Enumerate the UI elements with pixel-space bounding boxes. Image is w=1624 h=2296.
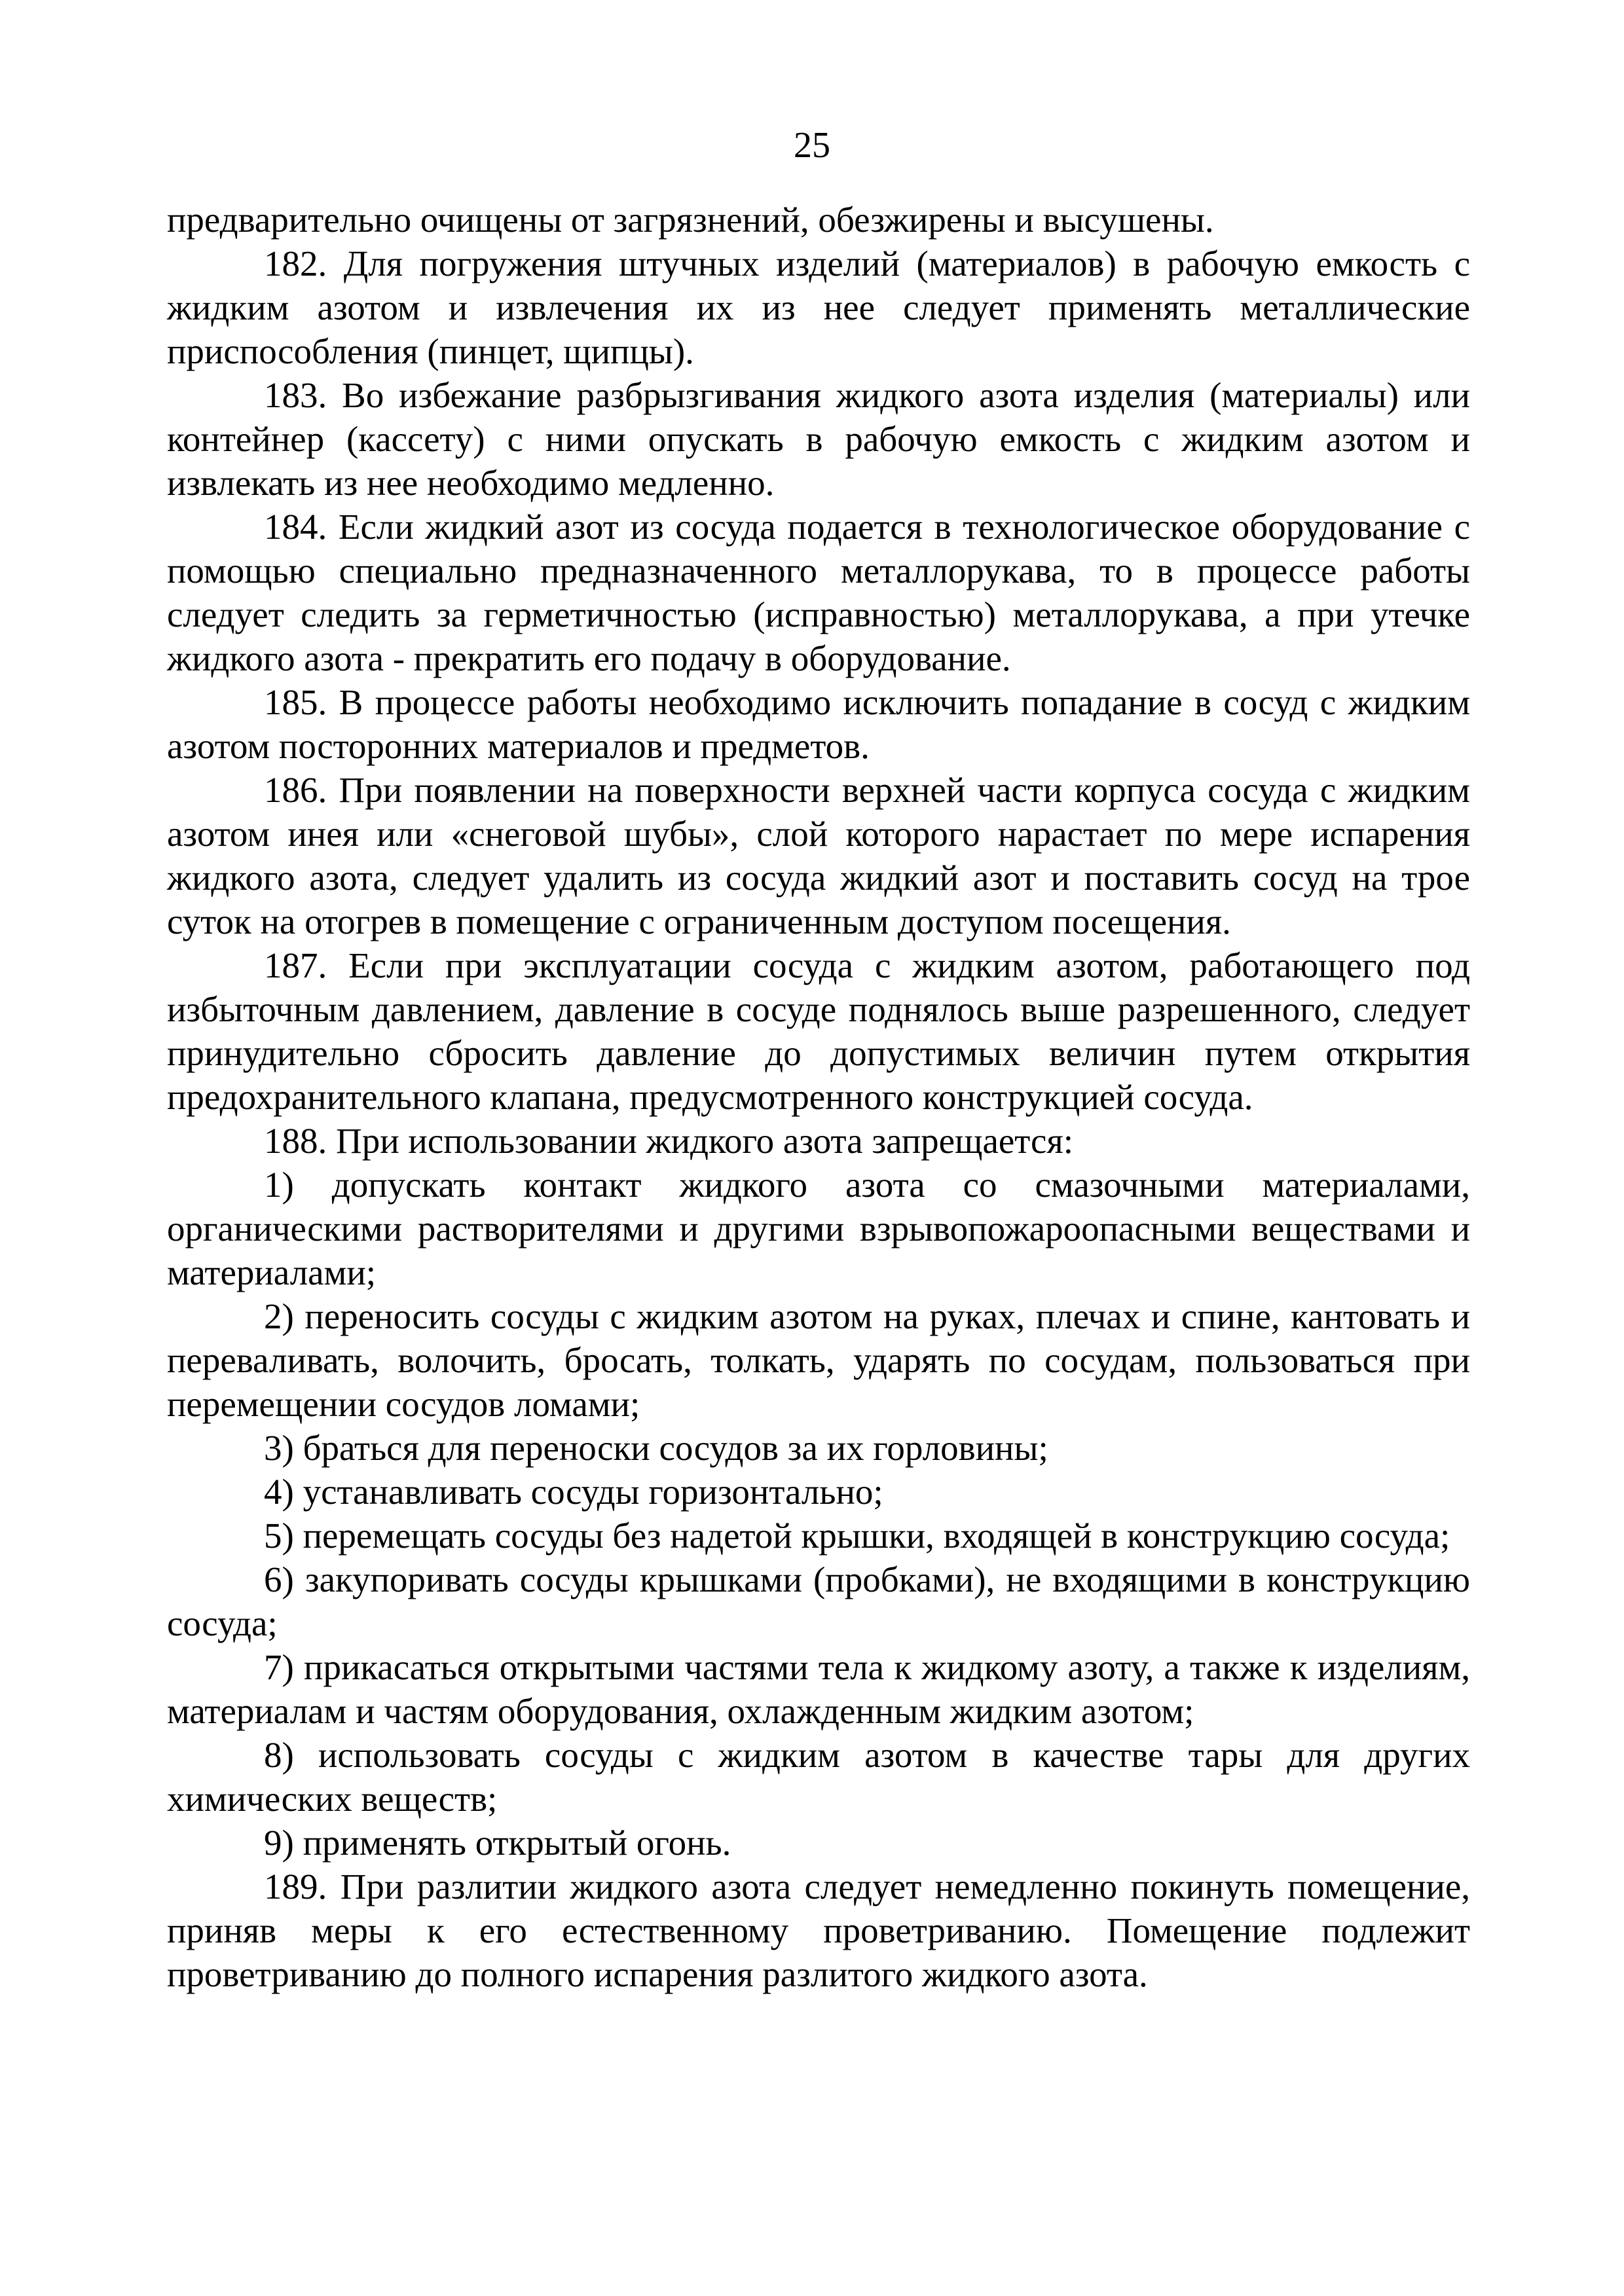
paragraph-182: 182. Для погружения штучных изделий (материалов) в рабочую емкость с жидким азотом и извлечения их из нее следует применять металлические приспособления (пинцет, щипцы). bbox=[167, 244, 1470, 371]
paragraph-186: 186. При появлении на поверхности верхней части корпуса сосуда с жидким азотом инея или «снеговой шубы», слой которого нарастает по мере испарения жидкого азота, следует удалить из сосуда жидкий азот и поставить сосуд на трое суток на отогрев в помещение с ограниченным доступом посещения. bbox=[167, 770, 1470, 941]
list-item-188-3: 3) браться для переноски сосудов за их горловины; bbox=[264, 1428, 1048, 1468]
list-item-188-4: 4) устанавливать сосуды горизонтально; bbox=[264, 1472, 883, 1512]
paragraph-189: 189. При разлитии жидкого азота следует немедленно покинуть помещение, приняв меры к его естественному проветриванию. Помещение подлежит проветриванию до полного испарения разлитого жидкого азота. bbox=[167, 1867, 1470, 1994]
list-item-188-6: 6) закупоривать сосуды крышками (пробками), не входящими в конструкцию сосуда; bbox=[167, 1559, 1470, 1643]
document-body bbox=[167, 198, 1470, 1996]
list-item-188-9: 9) применять открытый огонь. bbox=[264, 1823, 731, 1863]
paragraph-188: 188. При использовании жидкого азота запрещается: bbox=[264, 1121, 1073, 1161]
paragraph-184: 184. Если жидкий азот из сосуда подается в технологическое оборудование с помощью специально предназначенного металлорукава, то в процессе работы следует следить за герметичностью (исправностью) металлорукава, а при утечке жидкого азота - прекратить его подачу в оборудование. bbox=[167, 507, 1470, 678]
paragraph-183: 183. Во избежание разбрызгивания жидкого азота изделия (материалы) или контейнер (кассету) с ними опускать в рабочую емкость с жидким азотом и извлекать из нее необходимо медленно. bbox=[167, 375, 1470, 503]
list-item-188-2: 2) переносить сосуды с жидким азотом на руках, плечах и спине, кантовать и переваливать, волочить, бросать, толкать, ударять по сосудам, пользоваться при перемещении сосудов ломами; bbox=[167, 1296, 1470, 1424]
list-item-188-5: 5) перемещать сосуды без надетой крышки, входящей в конструкцию сосуда; bbox=[264, 1516, 1450, 1556]
list-item-188-8: 8) использовать сосуды с жидким азотом в качестве тары для других химических веществ; bbox=[167, 1735, 1470, 1819]
list-item-188-1: 1) допускать контакт жидкого азота со смазочными материалами, органическими растворителями и другими взрывопожароопасными веществами и материалами; bbox=[167, 1165, 1470, 1292]
paragraph-185: 185. В процессе работы необходимо исключить попадание в сосуд с жидким азотом посторонних материалов и предметов. bbox=[167, 682, 1470, 766]
paragraph-continuation: предварительно очищены от загрязнений, обезжирены и высушены. bbox=[167, 200, 1214, 240]
paragraph-187: 187. Если при эксплуатации сосуда с жидким азотом, работающего под избыточным давлением, давление в сосуде поднялось выше разрешенного, следует принудительно сбросить давление до допустимых величин путем открытия предохранительного клапана, предусмотренного конструкцией сосуда. bbox=[167, 945, 1470, 1117]
page-number: 25 bbox=[794, 125, 830, 166]
list-item-188-7: 7) прикасаться открытыми частями тела к жидкому азоту, а также к изделиям, материалам и частям оборудования, охлажденным жидким азотом; bbox=[167, 1647, 1470, 1731]
